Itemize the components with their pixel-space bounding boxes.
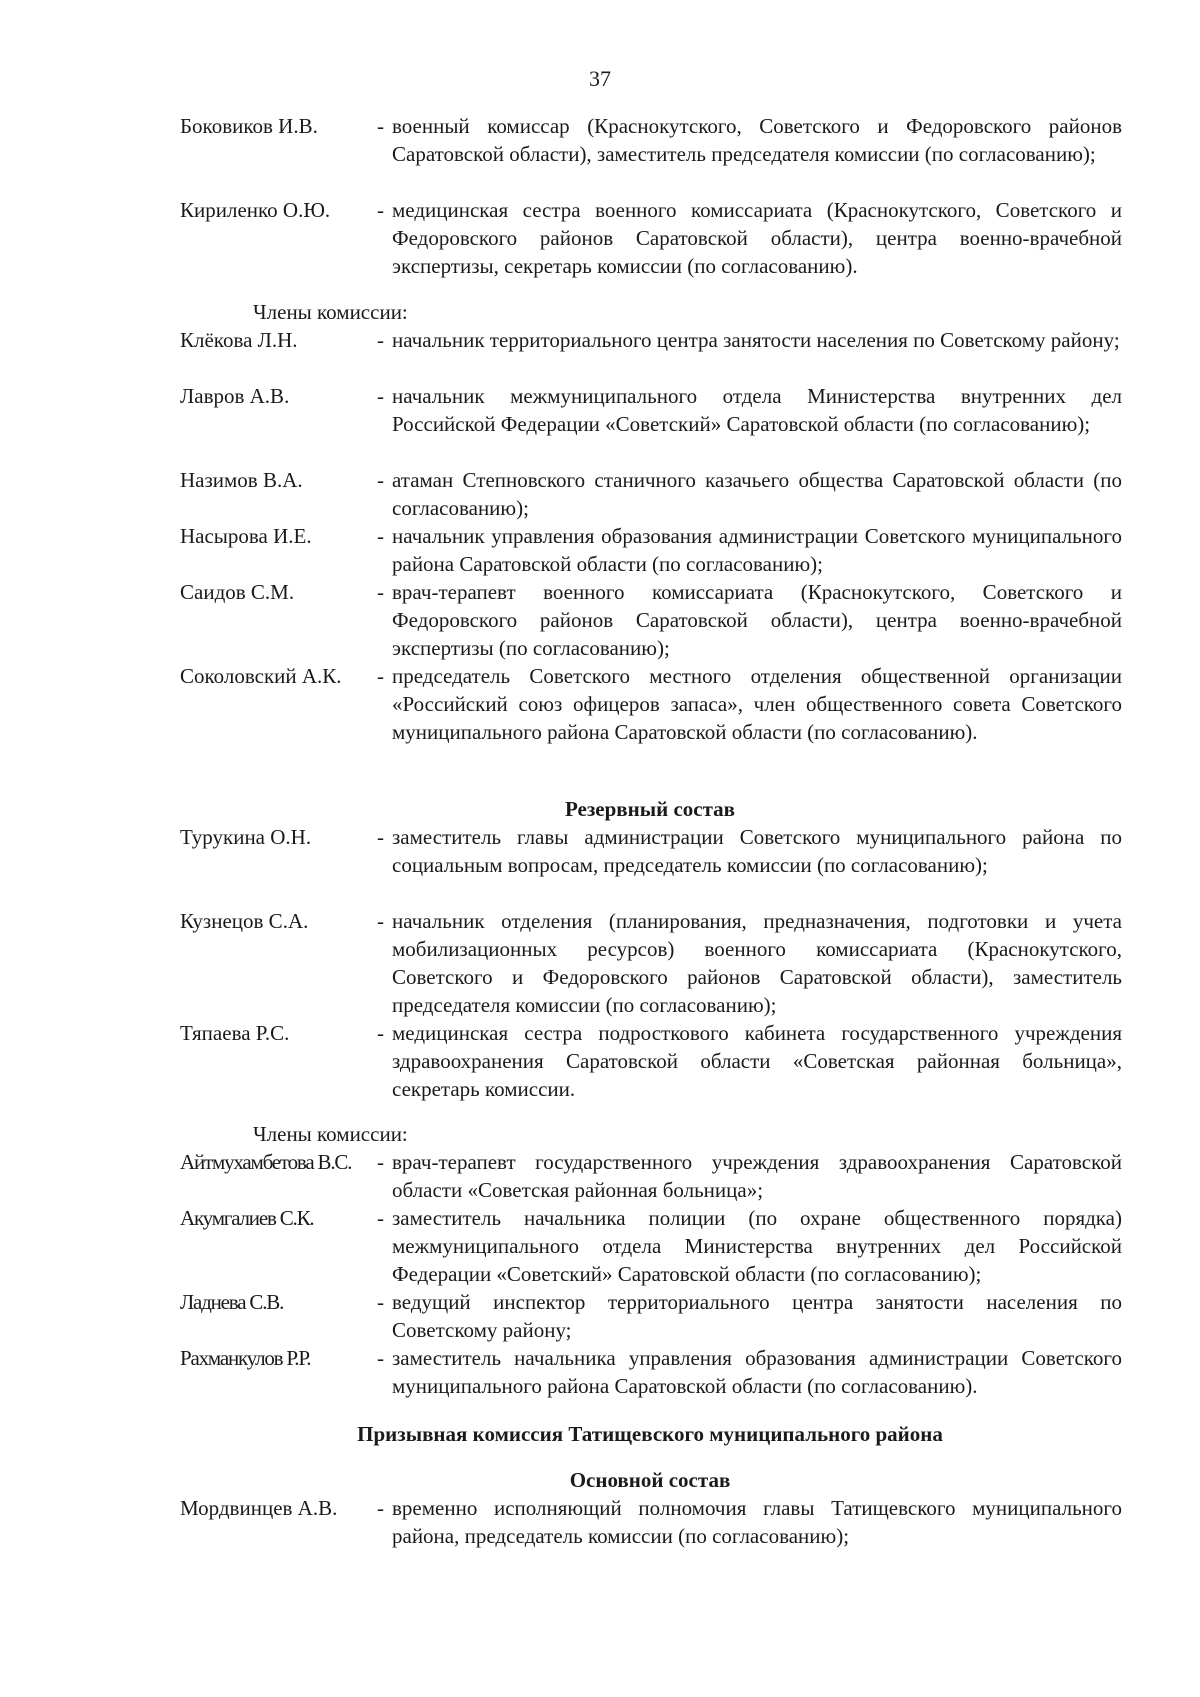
member-role: временно исполняющий полномочия главы Татищевского муниципального района, председатель комиссии (по согласованию); [392,1496,1122,1548]
member-name: Боковиков И.В. [180,114,318,138]
commission-title: Призывная комиссия Татищевского муниципального района [357,1422,943,1446]
list-item [180,1288,1122,1344]
dash: - [377,1290,384,1314]
member-role: начальник управления образования администрации Советского муниципального района Саратовской области (по согласованию); [392,524,1122,576]
member-role: медицинская сестра подросткового кабинета государственного учреждения здравоохранения Саратовской области «Советская районная больница», секретарь комиссии. [392,1021,1122,1101]
member-name: Айтмухамбетова В.С. [180,1150,352,1174]
list-item [180,1344,1122,1400]
member-name: Тяпаева Р.С. [180,1021,290,1045]
members-label: Члены комиссии: [253,300,408,324]
member-role: военный комиссар (Краснокутского, Советского и Федоровского районов Саратовской области), заместитель председателя комиссии (по согласованию); [392,114,1122,166]
member-name: Мордвинцев А.В. [180,1496,338,1520]
member-role: заместитель главы администрации Советского муниципального района по социальным вопросам, председатель комиссии (по согласованию); [392,825,1122,877]
commission-members [180,298,1122,746]
list-item [180,823,1122,907]
dash: - [377,1021,384,1045]
member-role: врач-терапевт военного комиссариата (Краснокутского, Советского и Федоровского районов Саратовской области), центра военно-врачебной экспертизы (по согласованию); [392,580,1122,660]
member-role: заместитель начальника полиции (по охране общественного порядка) межмуниципального отдела Министерства внутренних дел Российской Федерации «Советский» Саратовской области (по согласованию); [392,1206,1122,1286]
list-item [180,1204,1122,1288]
member-name: Клёкова Л.Н. [180,328,298,352]
member-role: медицинская сестра военного комиссариата (Краснокутского, Советского и Федоровского районов Саратовской области), центра военно-врачебной экспертизы, секретарь комиссии (по согласованию). [392,198,1122,278]
list-item [180,907,1122,1019]
dash: - [377,580,384,604]
member-role: ведущий инспектор территориального центра занятости населения по Советскому району; [392,1290,1122,1342]
list-item [180,382,1122,466]
list-item [180,466,1122,522]
member-name: Акумгалиев С.К. [180,1206,314,1230]
member-name: Назимов В.А. [180,468,303,492]
list-item [180,196,1122,280]
member-name: Соколовский А.К. [180,664,342,688]
dash: - [377,198,384,222]
member-role: начальник отделения (планирования, предназначения, подготовки и учета мобилизационных ресурсов) военного комиссариата (Краснокутского, Советского и Федоровского районов Саратовской области), заместитель председателя комиссии (по согласованию); [392,909,1122,1017]
member-name: Кириленко О.Ю. [180,198,331,222]
commission-leadership [180,112,1122,280]
member-role: начальник межмуниципального отдела Министерства внутренних дел Российской Федерации «Советский» Саратовской области (по согласованию); [392,384,1122,436]
member-role: начальник территориального центра занятости населения по Советскому району; [392,328,1120,352]
list-item [180,1148,1122,1204]
list-item [180,326,1122,382]
member-name: Турукина О.Н. [180,825,312,849]
dash: - [377,1206,384,1230]
member-role: врач-терапевт государственного учреждения здравоохранения Саратовской области «Советская районная больница»; [392,1150,1122,1202]
list-item [180,1019,1122,1103]
member-name: Саидов С.М. [180,580,295,604]
member-name: Насырова И.Е. [180,524,312,548]
reserve-members [180,1120,1122,1400]
list-item [180,112,1122,196]
dash: - [377,468,384,492]
dash: - [377,328,384,352]
dash: - [377,1346,384,1370]
member-name: Рахманкулов Р.Р. [180,1346,311,1370]
dash: - [377,1496,384,1520]
dash: - [377,114,384,138]
list-item [180,578,1122,662]
member-name: Лавров А.В. [180,384,290,408]
dash: - [377,909,384,933]
member-name: Ладнева С.В. [180,1290,284,1314]
dash: - [377,825,384,849]
list-item [180,662,1122,746]
section-heading: Резервный состав [564,797,736,821]
dash: - [377,664,384,688]
members-label: Члены комиссии: [253,1122,408,1146]
section-heading: Основной состав [569,1468,731,1492]
member-role: атаман Степновского станичного казачьего общества Саратовской области (по согласованию); [392,468,1122,520]
list-item [180,522,1122,578]
dash: - [377,524,384,548]
tatishchevo-members [180,1494,1122,1550]
reserve-leadership [180,823,1122,1103]
page-number: 37 [589,66,611,91]
list-item [180,1494,1122,1550]
member-name: Кузнецов С.А. [180,909,309,933]
dash: - [377,384,384,408]
member-role: заместитель начальника управления образования администрации Советского муниципального района Саратовской области (по согласованию). [392,1346,1122,1398]
member-role: председатель Советского местного отделения общественной организации «Российский союз офицеров запаса», член общественного совета Советского муниципального района Саратовской области (по согласованию). [392,664,1122,744]
dash: - [377,1150,384,1174]
